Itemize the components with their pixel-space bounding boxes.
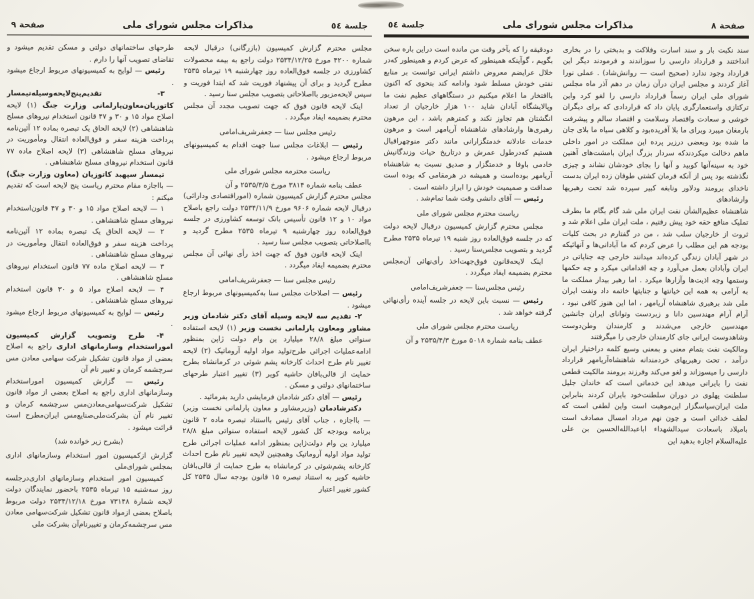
text-column-left <box>382 43 553 592</box>
text-column-right <box>182 42 372 591</box>
header-rule <box>7 34 372 36</box>
paragraph: مجلس محترم گزارش کمیسیون (بازرگانی) درقبال لایحه شماره ۴۲۰۰ مورخ ۲۵۳۴/۱۲/۲۵ دولت راجع به بیمه محصولات کشاورزی در جلسه فوق‌العاده روز چهارشنبه ۱۹ تیرماه ۲۵۳۵ مطرح گردید و برای آن پیشنهاد فوریت شد که ابتدا فوریت و سپس لایحه‌مزبور بااصلاحاتی بتصویب مجلس سنا رسید . <box>183 42 372 99</box>
speaker-paragraph: رئیس — آقای دانشی وقت شما تمام‌شد . <box>416 193 544 203</box>
speaker-name: ۳- تقدیم‌پنج‌لایحه‌وسیله‌تیمسار کاتوزیان‌معاون‌پارلمانی وزارت جنگ <box>6 88 174 110</box>
paragraph: ومالکیت نفت بتمام معنی و بمعنی وسیع کلمه دراختیار ایران درآمد ، تحت رهبریهای خردمندانه شاهنشاه‌آریامهر قرارداد دارسی را میسوزاند و لغو می‌کند وفرزند برومند مالکیت قطعی نفت را بایرانی میدهد این خدماتی است که خاندان جلیل سلطنت پهلوی در دوران سلطنت‌خود بایران کردند بنابراین ملت ایران‌سپاسگزار این‌موهبت است واین لطفی است که لطف خدائی است و چون نهم مرداد امسال مصادف است بامیلاد باسعادت سیدالشهداء اباعبدالله‌الحسین بن علی علیه‌السلام اجازه بدهید این <box>561 343 748 446</box>
paragraph: عطف بنامه شماره ۵۰۱۸ مورخ ۲۵۳۵/۴/۳ و آن <box>405 334 543 345</box>
page-nine-body <box>0 39 378 590</box>
text-column-left <box>5 41 174 590</box>
centered-line: رئیس مجلس سنا — جعفرشریف‌امامی <box>219 126 336 137</box>
page-nine-header <box>1 0 378 34</box>
session-label: جلسة ٥٤ <box>331 21 368 32</box>
text-column-right <box>561 43 749 592</box>
speaker-name: رئیس <box>341 392 362 402</box>
paragraph: سند نکبت بار و سند اسارت وفلاکت و بدبختی را در بخاری انداختند و قرارداد دارسی را سوزاندند و فرمودند دیگر این قرارداد وجود ندارد (صحیح است — روانش‌شاد) . عملی نورا آغاز کردند و مجلس ایران درآن زمان در دهم آذر ماه مجلس شورای ملی ایران رسماً قرارداد دارسی را لغو کرد واین ترکتازی واستعمارگری پایان داد که قراردادی که برای دیگران خوشی و سعادت واقتصاد وسلامت و اقتصاد سالم و پیشرفت بارمغان میبرد وبرای ما بلا آفریده‌بود و کلاهی سیاه ما بلای جان ما شده بود وبعضی درزیر پرده این مملکت در امور داخلی ماهم دخالت میکردندکه سردار بزرگ ایران بامشت‌های آهنین خود به سینه‌آنها کوبید و آنها را بجای خودشان نشاند و چیزی نگذشته بود پس از آنکه فرمان کشتی طوفان زده ایران بدست ناخدای برومند ودلاور ونابغه کبیر سپرده شد تحت رهبریها وارشادهای <box>562 44 749 204</box>
speaker-name: ۲- تقدیم سه لایحه وسیله آقای دکتر شادمان وزیر مشاور ومعاون پارلمانی نخست وزیر <box>182 310 371 333</box>
speaker-paragraph: تیمسار سپهبد کاتوزیان (معاون وزارت جنگ) — بااجازه مقام محترم ریاست پنج لایحه است که تقدیم میکنم : <box>6 168 174 202</box>
session-label: جلسة ٥٤ <box>387 20 425 31</box>
speaker-paragraph: ۲- تقدیم سه لایحه وسیله آقای دکتر شادمان وزیر مشاور ومعاون پارلمانی نخست وزیر (۱) لایحه استفاده سنواتی مبلغ ۲۸/۸ میلیارد ین وام دولت ژاپن بمنظور ادامه‌عملیات اجرائی طرح‌تولید مواد اولیه آروماتیک (۲) لایحه تغییر نام طرح احداث کارخانه پشم شوئی در کرمانشاه بطرح حمایت از قالی‌بافان حاشیه کویر (۳) تغییر اعتبار طرحهای ساختمانهای دولتی و مسکن . <box>182 310 371 390</box>
page-nine-content <box>0 0 378 591</box>
speaker-name: تیمسار سپهبد کاتوزیان (معاون وزارت جنگ) <box>6 168 165 179</box>
page-eight <box>377 0 754 599</box>
speaker-paragraph: رئیس — گزارش کمیسیون اموراستخدام وسازمانهای اداری راجع به اصلاح بعضی از مواد قانون تشکیل شرکت‌سهامی‌معادن‌مس سرچشمه کرمان و تغییر نام آن بشرکت‌ملی‌صنایع‌مس ایران‌مطرح است قرائت میشود . <box>5 375 173 432</box>
speaker-name: دکترشادمان <box>319 403 362 413</box>
centered-line: ریاست محترمه مجلس شورای ملی <box>224 166 331 176</box>
header-rule <box>384 34 749 38</box>
speaker-paragraph: رئیس — نسبت باین لایحه در جلسه آینده رأی‌نهائی گرفته خواهد شد . <box>382 295 552 317</box>
masthead-title: مذاکرات مجلس شورای ملی <box>122 19 254 32</box>
paragraph: اینک لایحه‌قانون فوق‌جهت‌اخذ رأی‌نهائی آن‌مجلس محترم بضمیمه ایفاد میگردد . <box>383 255 553 277</box>
speaker-paragraph: رئیس — لوایح به کمیسیونهای مربوط ارجاع میشود . <box>5 306 173 328</box>
paragraph: مجلس محترم گزارش کمیسیون شماره (اموراقتصادی ودارائی) درقبال لایحه شماره ۹۶۰۶ مورخ ۲۵۳۴/۱۱/۹ دولت راجع باصلاح مواد ۱۰ و ۱۲ قانون تأسیس بانک توسعه کشاورزی در جلسه فوق‌العاده روز چهارشنبه ۹ تیرماه ۲۵۳۵ مطرح گردید و بااصلاحاتی بتصویب مجلس سنا رسید . <box>183 190 372 247</box>
paragraph: مجلس محترم گزارش کمیسیون درقبال لایحه دولت که در جلسه فوق‌العاده روز شنبه ۱۹ تیرماه ۲۵۳۵ مطرح گردید و بتصویب مجلس‌سنا رسید . <box>383 221 553 254</box>
page-number: صفحة ٨ <box>711 21 745 32</box>
speaker-name: رئیس <box>143 376 164 386</box>
paragraph: شاهنشاه عظیم‌الشأن نفت ایران ملی شد گام بگام ما بطرف تملیک منافع حقه خود پیش رفتیم ، ملت ایران ملی اعلام شد و ثروت از خارجیان سلب شد ، من در گفتارم در بحث کلیات بودجه هم این مطلب را عرض کردم که ما آبادانی‌ها و آنهائیکه در شهر آبادان زندگی کرده‌اند میدانند خارجی چه جنایاتی در ایران وآبادان بعمل می‌آورد و چه اقداماتی میکرد و چه حکمها وستمها وچه اذیت‌ها وآزارها میکرد . اما رهبر بیدار مملکت ما به آرامی به همه این خیانتها و جنایتها خاتمه داد ونفت ایران ملی شد برهبری شاهنشاه آریامهر ، اما این هنوز کافی نبود ، آرام آرام مهندسین دانا و زبردست وتوانای ایران جانشین مهندسین خارجی می‌شدند و کارمندان وطن‌دوست وشاهدوست ایرانی جای کارمندان خارجی را میگرفتند <box>561 205 749 342</box>
centered-line: (بشرح زیر خوانده شد) <box>54 436 124 446</box>
speaker-name: رئیس <box>144 65 165 75</box>
speaker-paragraph: رئیس — ابلاغات مجلس سنا جهت اقدام به کمیسیونهای مربوط ارجاع میشود . <box>183 139 372 162</box>
paragraph: دودقیقه را که بآخر وقت من مانده است دراین باره سخن بگویم ، گوآینکه همینطور که عرض کردم و همینطور که‌در خلال عرایضم معروض داشتم ایرانی توانست بر منابع نفتی خودش مسلط شود وادامه کند بنحوی که اکنون باافتخار ما اعلام میکنیم در دستگاههای عظیم نفت ما وپالایشگاه آبادان شاید ۱۰۰ هزار خارجیان از تعداد انگشتان هم تجاوز نکند و کمترهم باشد ، این مرهون رهبری‌ها وارشادهای شاهنشاه آریامهر است و مرهون خدمات عادلانه خدمتگزارانی مانند دکتر منوچهراقبال هستیم که‌درطول عمرش و درتاریخ حیات وزندگانیش خادمی باوفا و خدمتگزار و صدیق نسبت به شاهنشاه آریامهر بوده‌است و همیشه در هرمقامی که بوده است صداقت و صمیمیت خودش را ابراز داشته است . <box>383 43 553 192</box>
masthead-title: مذاکرات مجلس شورای ملی <box>502 19 634 32</box>
speaker-paragraph: رئیس — لوایح به کمیسیونهای مربوط ارجاع میشود . <box>6 65 174 87</box>
speaker-paragraph: رئیس — آقای دکتر شادمان فرمایشی دارید بفرمائید . <box>199 391 362 402</box>
speaker-name: رئیس <box>523 193 544 203</box>
speaker-paragraph: رئیس — اصلاحات مجلس سنا به‌کمیسیونهای مربوط ارجاع میشود . <box>182 287 371 310</box>
speaker-name: رئیس <box>342 140 363 150</box>
page-eight-content <box>376 0 754 592</box>
paragraph: اینک لایحه قانون فوق که جهت تصویب مجدد آن مجلس محترم بضمیمه ایفاد میگردد . <box>183 100 372 122</box>
speaker-paragraph: ۴- طرح وتصویب گزارش کمیسیون اموراستخدام وسازمانهای اداری راجع به اصلاح بعضی از مواد قانون تشکیل شرکت سهامی معادن مس سرچشمه کرمان و تغییر نام آن <box>5 329 173 374</box>
paragraph: طرحهای ساختمانهای دولتی و مسکن تقدیم میشود و تقاضای تصویب آنها را دارم . <box>6 42 174 64</box>
speaker-name: رئیس <box>342 288 363 298</box>
centered-line: رئیس مجلس سنا — جعفرشریف‌امامی <box>218 274 336 285</box>
paragraph: ۱ — لایحه اصلاح مواد ۱۵ و ۳۰ و ۴۷ قانون‌استخدام نیروهای مسلح شاهنشاهی . <box>6 203 174 225</box>
paragraph: ۲ — لایحه الحاق یک تبصره بماده ۱۲ آئین‌نامه پرداخت هزینه سفر و فوق‌العاده انتقال ومأموریت در نیروهای مسلح شاهنشاهی . <box>6 226 174 259</box>
speaker-paragraph: ۳- تقدیم‌پنج‌لایحه‌وسیله‌تیمسار کاتوزیان‌معاون‌پارلمانی وزارت جنگ (۱) لایحه اصلاح مواد ۱۵ و ۳۰ و ۴۷ قانون استخدام نیروهای مسلح شاهنشاهی (۲) لایحه الحاق یک تبصره بماده ۱۲ آئین‌نامه پرداخت هزینه سفر و فوق‌العاده انتقال ومأموریت در نیروهای مسلح شاهنشاهی (۳) لایحه اصلاح ماده ۷۷ قانون استخدام نیروهای مسلح شاهنشاهی . <box>6 88 174 167</box>
page-number: صفحة ٩ <box>10 20 45 31</box>
paragraph: کمیسیون امور استخدام وسازمانهای اداری‌درجلسه روز سه‌شنبه ۱۵ تیرماه ۲۵۳۵ باحضور نمایندگان دولت لایحه شمارة ۷۳۱۴۸ مورخ ۲۵۳۴/۱۲/۱۸ دولت مربوط باصلاح بعضی ازمواد قانون تشکیل شرکت‌سهامی معادن مس سرچشمه‌کرمان و تغییرنام‌آن بشرکت ملی <box>5 472 173 529</box>
speaker-name: رئیس <box>523 295 543 305</box>
centered-line: ریاست محترم مجلس شورای ملی <box>416 321 519 331</box>
paragraph: عطف بنامه شماره ۳۸۱۴ مورخ ۲۵۳۵/۳/۵ و آن <box>225 179 363 190</box>
speaker-name: رئیس <box>143 307 164 317</box>
paragraph: ۳ — لایحه اصلاح ماده ۷۷ قانون استخدام نیروهای مسلح شاهنشاهی . <box>6 260 174 282</box>
centered-line: رئیس مجلس‌سنا — جعفرشریف‌امامی <box>410 281 525 292</box>
paragraph: گزارش ازکمیسیون امور استخدام وسازمانهای اداری بمجلس شورای‌ملی <box>5 449 173 471</box>
paragraph: ۴ — لایحه اصلاح مواد ۵ و ۳۰ قانون استخدام نیروهای مسلح شاهنشاهی . <box>6 283 173 305</box>
centered-line: ریاست محترم مجلس شورای ملی <box>416 207 519 218</box>
paragraph: اینک لایحه قانون فوق که جهت اخذ رأی نهائی آن مجلس محترم بضمیمه ایفاد میگردد . <box>183 248 372 270</box>
speaker-paragraph: دکترشادمان (وزیرمشاور و معاون پارلمانی نخست وزیر) — بااجازه ، جناب آقای رئیس بااستناد تبصره ماده ۲ قانون برنامه وبودجه کل کشور لایحه استفاده سنواتی مبلغ ۲۸/۸ میلیارد ین وام دولت‌ژاپن بمنظور ادامه عملیات اجرائی طرح تولید مواد اولیه آروماتیک وهمچنین لایحه تغییر نام طرح احداث کارخانه پشم‌شوئی در کرمانشاه به طرح حمایت از قالی‌بافان حاشیه کویر به استناد تبصره ۱۵ قانون بودجه سال ۲۵۳۵ کل کشور تغییر اعتبار <box>182 402 371 494</box>
page-eight-header <box>378 0 754 34</box>
page-eight-body <box>376 41 754 592</box>
speaker-name: ۴- طرح وتصویب گزارش کمیسیون اموراستخدام وسازمانهای اداری <box>5 329 173 351</box>
